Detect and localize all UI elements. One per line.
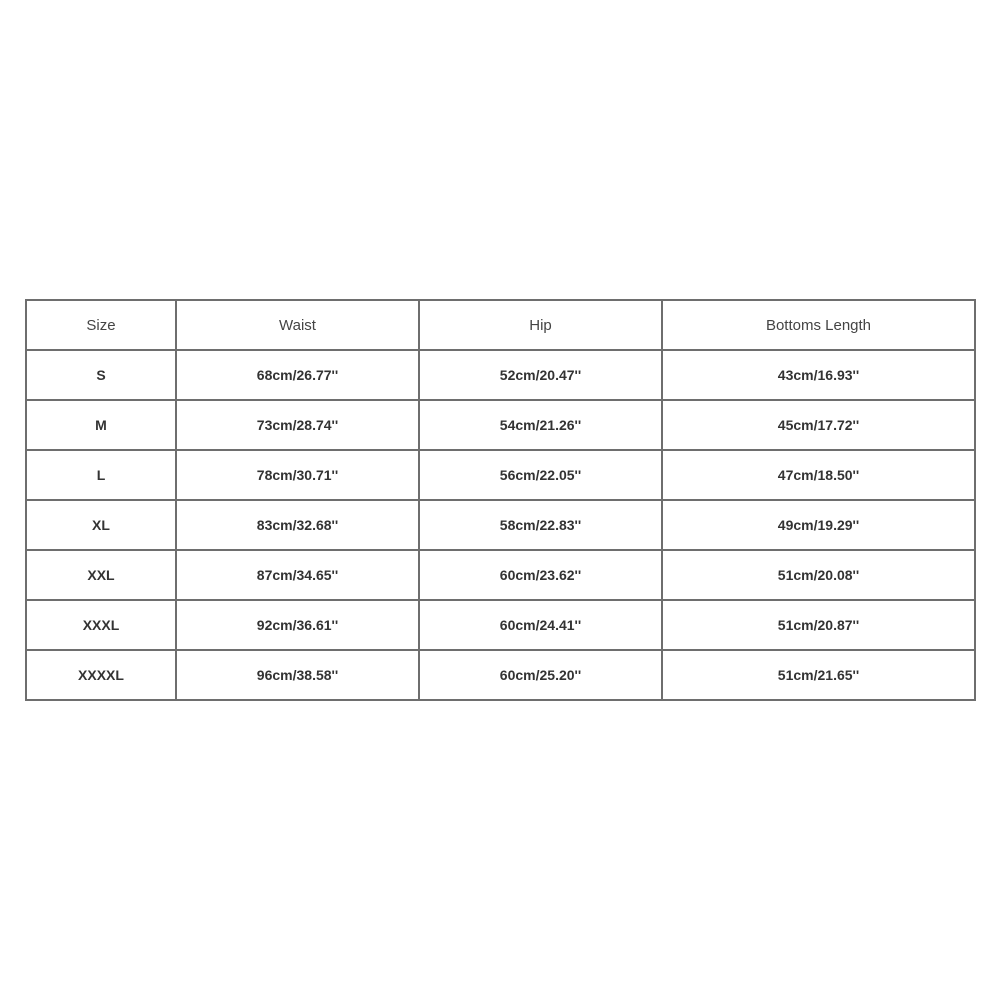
- table-row: [26, 350, 975, 400]
- waist-cell: 96cm/38.58'': [176, 650, 419, 700]
- table-row: [26, 650, 975, 700]
- size-chart-table: [25, 299, 976, 701]
- waist-cell: 87cm/34.65'': [176, 550, 419, 600]
- table-row: [26, 500, 975, 550]
- table-row: [26, 550, 975, 600]
- bottoms-length-cell: 49cm/19.29'': [662, 500, 975, 550]
- size-cell: M: [26, 400, 176, 450]
- waist-cell: 68cm/26.77'': [176, 350, 419, 400]
- hip-cell: 56cm/22.05'': [419, 450, 662, 500]
- hip-cell: 60cm/25.20'': [419, 650, 662, 700]
- hip-cell: 58cm/22.83'': [419, 500, 662, 550]
- bottoms-length-cell: 51cm/21.65'': [662, 650, 975, 700]
- waist-cell: 78cm/30.71'': [176, 450, 419, 500]
- header-size: Size: [26, 300, 176, 350]
- waist-cell: 83cm/32.68'': [176, 500, 419, 550]
- table-row: [26, 450, 975, 500]
- bottoms-length-cell: 51cm/20.87'': [662, 600, 975, 650]
- hip-cell: 60cm/24.41'': [419, 600, 662, 650]
- header-row: [26, 300, 975, 350]
- waist-cell: 92cm/36.61'': [176, 600, 419, 650]
- header-bottoms-length: Bottoms Length: [662, 300, 975, 350]
- header-hip: Hip: [419, 300, 662, 350]
- size-cell: L: [26, 450, 176, 500]
- bottoms-length-cell: 47cm/18.50'': [662, 450, 975, 500]
- hip-cell: 60cm/23.62'': [419, 550, 662, 600]
- waist-cell: 73cm/28.74'': [176, 400, 419, 450]
- table-row: [26, 600, 975, 650]
- size-cell: S: [26, 350, 176, 400]
- bottoms-length-cell: 45cm/17.72'': [662, 400, 975, 450]
- table-row: [26, 400, 975, 450]
- size-cell: XXXL: [26, 600, 176, 650]
- hip-cell: 54cm/21.26'': [419, 400, 662, 450]
- size-cell: XL: [26, 500, 176, 550]
- header-waist: Waist: [176, 300, 419, 350]
- hip-cell: 52cm/20.47'': [419, 350, 662, 400]
- bottoms-length-cell: 51cm/20.08'': [662, 550, 975, 600]
- size-cell: XXXXL: [26, 650, 176, 700]
- bottoms-length-cell: 43cm/16.93'': [662, 350, 975, 400]
- size-cell: XXL: [26, 550, 176, 600]
